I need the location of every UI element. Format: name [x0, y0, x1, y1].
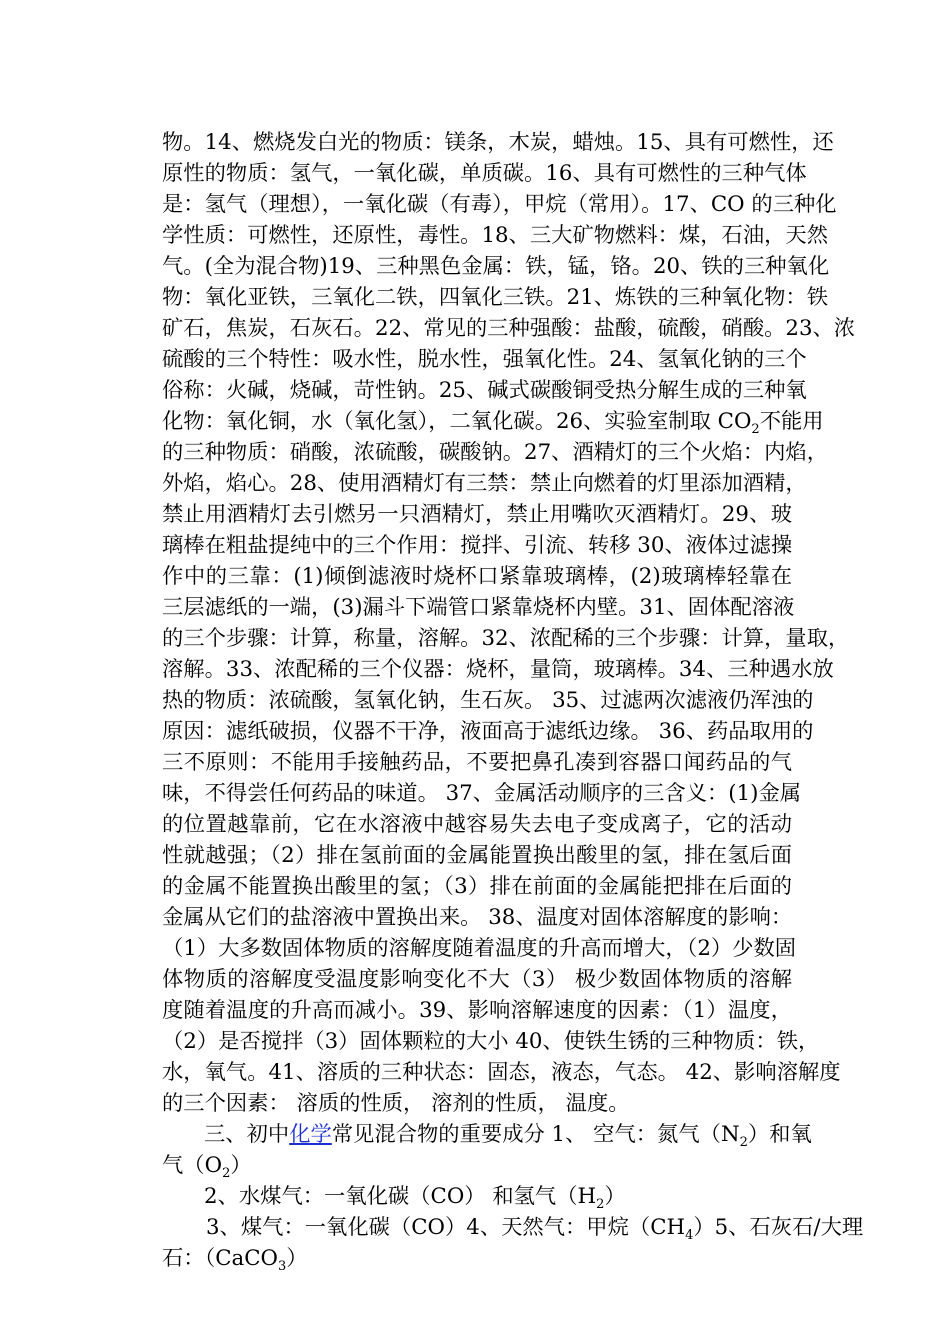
- text-line-part: 不能用: [759, 409, 824, 434]
- text-line: 硫酸的三个特性：吸水性，脱水性，强氧化性。24、氢氧化钠的三个: [162, 347, 807, 372]
- ch4-subscript: 4: [685, 1228, 694, 1243]
- text-line: 性就越强；（2）排在氢前面的金属能置换出酸里的氢，排在氢后面: [162, 843, 792, 868]
- section-3-line: [162, 1150, 792, 1181]
- text-line: 热的物质：浓硫酸，氢氧化钠，生石灰。 35、过滤两次滤液仍浑浊的: [162, 688, 814, 713]
- section-3-text: ）5、石灰石/大理: [693, 1215, 864, 1240]
- h2-subscript: 2: [596, 1197, 605, 1212]
- chemistry-link[interactable]: 化学: [289, 1122, 332, 1147]
- text-line-part: 化物：氧化铜，水（氧化氢），二氧化碳。26、实验室制取 CO: [162, 409, 752, 434]
- text-line: 气。(全为混合物)19、三种黑色金属：铁，锰，铬。20、铁的三种氧化: [162, 254, 830, 279]
- text-line: 原因：滤纸破损，仪器不干净，液面高于滤纸边缘。 36、药品取用的: [162, 719, 814, 744]
- section-3-text: ）: [286, 1246, 308, 1271]
- section-3-line: [162, 1243, 792, 1274]
- text-line: 作中的三靠：(1)倾倒滤液时烧杯口紧靠玻璃棒，(2)玻璃棒轻靠在: [162, 564, 792, 589]
- text-line-co2: [162, 406, 824, 437]
- text-line: 原性的物质：氢气，一氧化碳，单质碳。16、具有可燃性的三种气体: [162, 161, 807, 186]
- text-line: 物：氧化亚铁，三氧化二铁，四氧化三铁。21、炼铁的三种氧化物：铁: [162, 285, 829, 310]
- text-line: 是：氢气（理想），一氧化碳（有毒），甲烷（常用）。17、CO 的三种化: [162, 192, 837, 217]
- text-line: 味，不得尝任何药品的味道。 37、金属活动顺序的三含义：(1)金属: [162, 781, 802, 806]
- document-body: [162, 127, 864, 1274]
- text-line: 物。14、燃烧发白光的物质：镁条，木炭，蜡烛。15、具有可燃性，还: [162, 130, 834, 155]
- section-3-text: 2、水煤气：一氧化碳（CO） 和氢气（H: [204, 1184, 597, 1209]
- o2-subscript: 2: [222, 1166, 231, 1181]
- co2-subscript: 2: [751, 422, 760, 437]
- section-3-line: [162, 1181, 792, 1212]
- text-line: 外焰，焰心。28、使用酒精灯有三禁：禁止向燃着的灯里添加酒精，: [162, 471, 807, 496]
- section-3-text: 气（O: [162, 1153, 223, 1178]
- text-line: 禁止用酒精灯去引燃另一只酒精灯，禁止用嘴吹灭酒精灯。29、玻: [162, 502, 792, 527]
- text-line: 矿石，焦炭，石灰石。22、常见的三种强酸：盐酸，硫酸，硝酸。23、浓: [162, 316, 856, 341]
- text-line: 的三个步骤：计算，称量，溶解。32、浓配稀的三个步骤：计算，量取，: [162, 626, 850, 651]
- text-line: 的位置越靠前，它在水溶液中越容易失去电子变成离子，它的活动: [162, 812, 792, 837]
- text-line: 三层滤纸的一端，(3)漏斗下端管口紧靠烧杯内壁。31、固体配溶液: [162, 595, 795, 620]
- text-line: 学性质：可燃性，还原性，毒性。18、三大矿物燃料：煤，石油，天然: [162, 223, 829, 248]
- text-line: 的三个因素： 溶质的性质， 溶剂的性质， 温度。: [162, 1091, 630, 1116]
- section-3-heading-line: [162, 1119, 812, 1150]
- caco3-subscript: 3: [278, 1259, 287, 1274]
- section-3-text: 3、煤气：一氧化碳（CO）4、天然气：甲烷（CH: [206, 1215, 686, 1240]
- section-3-text: ）: [604, 1184, 626, 1209]
- section-3-text: 石：（CaCO: [162, 1246, 278, 1271]
- text-line: 三不原则：不能用手接触药品，不要把鼻孔凑到容器口闻药品的气: [162, 750, 792, 775]
- section-3-text: ）和氧: [747, 1122, 812, 1147]
- text-line: 俗称：火碱，烧碱，苛性钠。25、碱式碳酸铜受热分解生成的三种氧: [162, 378, 807, 403]
- section-3-line: [162, 1212, 864, 1243]
- text-line: 体物质的溶解度受温度影响变化不大（3） 极少数固体物质的溶解: [162, 967, 792, 992]
- section-3-text: ）: [230, 1153, 252, 1178]
- text-line: 的三种物质：硝酸，浓硫酸，碳酸钠。27、酒精灯的三个火焰：内焰，: [162, 440, 829, 465]
- text-line: 金属从它们的盐溶液中置换出来。 38、温度对固体溶解度的影响：: [162, 905, 793, 930]
- section-3-prefix: 三、初中: [204, 1122, 290, 1147]
- section-3-text: 常见混合物的重要成分 1、 空气：氮气（N: [331, 1122, 740, 1147]
- n2-subscript: 2: [739, 1135, 748, 1150]
- text-line: （1）大多数固体物质的溶解度随着温度的升高而增大，（2）少数固: [162, 936, 797, 961]
- text-line: 度随着温度的升高而减小。39、影响溶解速度的因素：（1）温度，: [162, 998, 792, 1023]
- text-line: 的金属不能置换出酸里的氢；（3）排在前面的金属能把排在后面的: [162, 874, 792, 899]
- text-line: （2）是否搅拌（3）固体颗粒的大小 40、使铁生锈的三种物质：铁，: [162, 1029, 820, 1054]
- text-line: 溶解。33、浓配稀的三个仪器：烧杯，量筒，玻璃棒。34、三种遇水放: [162, 657, 834, 682]
- text-line: 水，氧气。41、溶质的三种状态：固态，液态，气态。 42、影响溶解度: [162, 1060, 841, 1085]
- text-line: 璃棒在粗盐提纯中的三个作用：搅拌、引流、转移 30、液体过滤操: [162, 533, 793, 558]
